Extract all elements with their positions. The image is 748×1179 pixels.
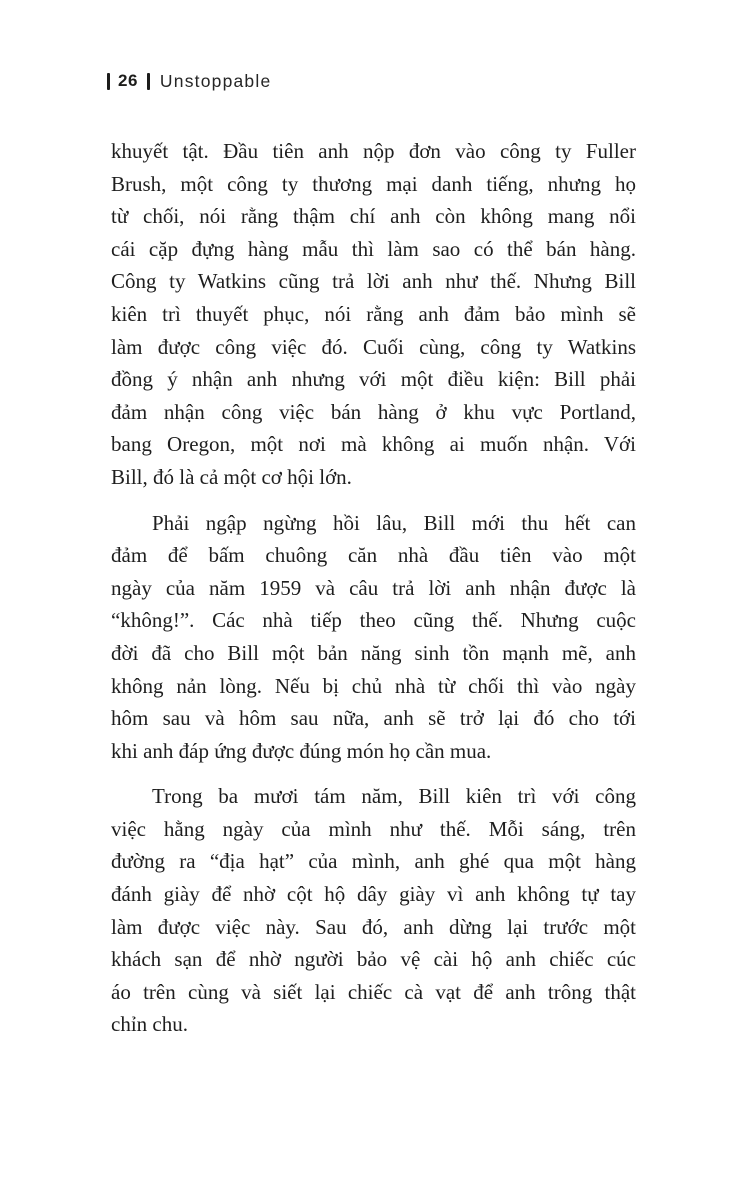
text-line: bang Oregon, một nơi mà không ai muốn nhận. Với xyxy=(111,432,636,457)
text-line: đánh giày để nhờ cột hộ dây giày vì anh không tự tay xyxy=(111,882,636,907)
text-line: Brush, một công ty thương mại danh tiếng, nhưng họ xyxy=(111,171,636,196)
text-line: áo trên cùng và siết lại chiếc cà vạt để anh trông thật xyxy=(111,979,636,1004)
text-line: ngày của năm 1959 và câu trả lời anh nhận được là xyxy=(111,575,636,600)
text-line: khách sạn để nhờ người bảo vệ cài hộ anh chiếc cúc xyxy=(111,947,636,972)
text-line: Công ty Watkins cũng trả lời anh như thế. Nhưng Bill xyxy=(111,269,636,294)
text-line: khuyết tật. Đầu tiên anh nộp đơn vào công ty Fuller xyxy=(111,139,636,163)
text-line: đời đã cho Bill một bản năng sinh tồn mạnh mẽ, anh xyxy=(111,640,636,665)
text-line: việc hằng ngày của mình như thế. Mỗi sáng, trên xyxy=(111,816,636,841)
text-line: Bill, đó là cả một cơ hội lớn. xyxy=(111,464,352,489)
text-line: cái cặp đựng hàng mẫu thì làm sao có thể bán hàng. xyxy=(111,236,636,261)
text-line: kiên trì thuyết phục, nói rằng anh đảm bảo mình sẽ xyxy=(111,301,636,326)
paragraph xyxy=(111,507,636,768)
text-line: đồng ý nhận anh nhưng với một điều kiện: Bill phải xyxy=(111,367,636,392)
text-line: từ chối, nói rằng thậm chí anh còn không mang nổi xyxy=(111,204,636,229)
text-line: làm được việc này. Sau đó, anh dừng lại trước một xyxy=(111,914,636,939)
text-line: không nản lòng. Nếu bị chủ nhà từ chối thì vào ngày xyxy=(111,673,636,698)
paragraph xyxy=(111,780,636,1041)
page-header xyxy=(107,70,271,92)
text-line: khi anh đáp ứng được đúng món họ cần mua. xyxy=(111,738,492,763)
text-line: “không!”. Các nhà tiếp theo cũng thế. Nhưng cuộc xyxy=(111,608,636,633)
text-line: Trong ba mươi tám năm, Bill kiên trì với công xyxy=(152,784,636,809)
header-separator-bar xyxy=(147,73,150,90)
body-text xyxy=(111,135,636,1041)
text-line: đảm để bấm chuông căn nhà đầu tiên vào một xyxy=(111,543,636,568)
text-line: hôm sau và hôm sau nữa, anh sẽ trở lại đó cho tới xyxy=(111,706,636,731)
header-separator-bar xyxy=(107,73,110,90)
text-line: chỉn chu. xyxy=(111,1012,188,1037)
paragraph xyxy=(111,135,636,494)
book-title: Unstoppable xyxy=(159,70,272,91)
text-line: làm được công việc đó. Cuối cùng, công ty Watkins xyxy=(111,334,636,359)
text-line: Phải ngập ngừng hồi lâu, Bill mới thu hết can xyxy=(152,510,636,535)
text-line: đường ra “địa hạt” của mình, anh ghé qua một hàng xyxy=(111,849,636,874)
page-number: 26 xyxy=(118,71,138,90)
text-line: đảm nhận công việc bán hàng ở khu vực Portland, xyxy=(111,399,636,424)
